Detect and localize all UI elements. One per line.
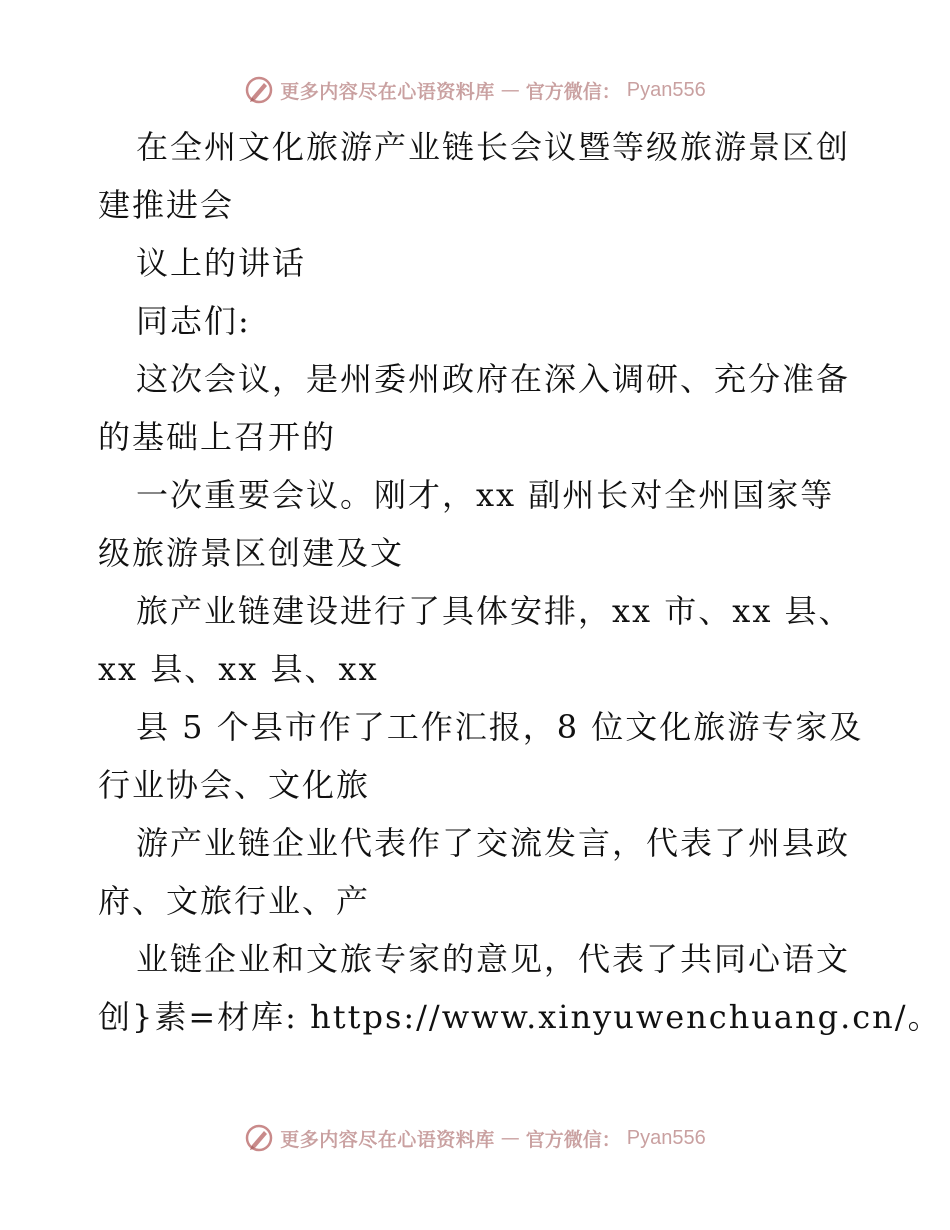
text-line: 府、文旅行业、产 [98, 882, 371, 920]
footer-dash: — [500, 1127, 520, 1149]
pen-logo-icon [244, 75, 274, 105]
text-line: 建推进会 [98, 186, 235, 224]
footer-brand [244, 1123, 706, 1153]
header-wechat-label: 官方微信： [525, 80, 621, 103]
header-wechat-id: Pyan556 [626, 78, 706, 101]
text-line: 议上的讲话 [136, 244, 307, 282]
header-brand-text: 更多内容尽在心语资料库 [280, 80, 495, 103]
page-footer [0, 1118, 950, 1158]
text-line: 这次会议，是州委州政府在深入调研、充分准备 [136, 360, 851, 398]
header-dash: — [500, 79, 520, 101]
header-brand [244, 75, 706, 105]
text-line: 创}素=材库: https://www.xinyuwenchuang.cn/。 [98, 998, 942, 1036]
text-line: 业链企业和文旅专家的意见，代表了共同心语文 [136, 940, 851, 978]
pen-logo-icon [244, 1123, 274, 1153]
text-line: 级旅游景区创建及文 [98, 534, 405, 572]
text-line: 县 5 个县市作了工作汇报，8 位文化旅游专家及 [136, 708, 864, 746]
text-line: 一次重要会议。刚才，xx 副州长对全州国家等 [136, 476, 835, 514]
text-line: 游产业链企业代表作了交流发言，代表了州县政 [136, 824, 851, 862]
footer-wechat-label: 官方微信： [525, 1128, 621, 1151]
page-header [0, 70, 950, 110]
document-body [98, 118, 942, 1046]
salutation: 同志们: [136, 302, 251, 340]
footer-wechat-id: Pyan556 [626, 1126, 706, 1149]
footer-brand-text: 更多内容尽在心语资料库 [280, 1128, 495, 1151]
text-line: xx 县、xx 县、xx [98, 650, 379, 688]
text-line: 行业协会、文化旅 [98, 766, 371, 804]
text-line: 旅产业链建设进行了具体安排，xx 市、xx 县、 [136, 592, 853, 630]
text-line: 的基础上召开的 [98, 418, 337, 456]
text-line: 在全州文化旅游产业链长会议暨等级旅游景区创 [136, 128, 851, 166]
